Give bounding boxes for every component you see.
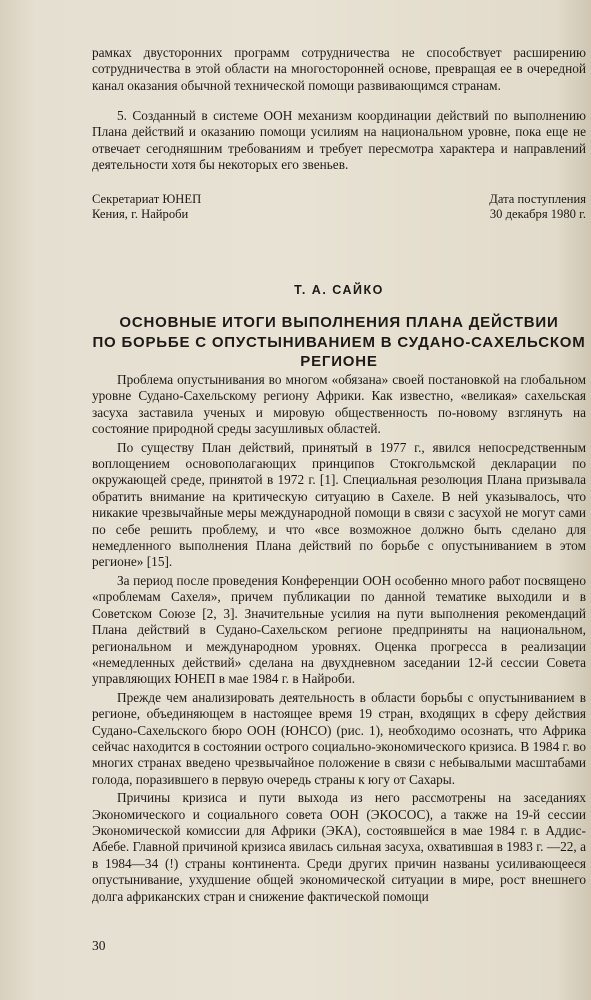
title-line: РЕГИОНЕ [300,353,378,370]
body-paragraph: Проблема опустынивания во многом «обязана» своей постановкой на глобальном уровне Судано-Сахельскому региону Африки. Как известно, «великая» сахельская засуха заставила ученых и мировую общественность по-новому взглянуть на состояние природной среды засушливых областей. [92,372,586,437]
title-line: ПО БОРЬБЕ С ОПУСТЫНИВАНИЕМ В СУДАНО-САХЕЛЬСКОМ [92,333,586,351]
article-title [92,313,586,372]
body-paragraph: Причины кризиса и пути выхода из него рассмотрены на заседаниях Экономического и социального совета ООН (ЭКОСОС), а также на 19-й сессии Экономической комиссии для Африки (ЭКА), состоявшейся в мае 1984 г. в Аддис-Абебе. Главной причиной кризиса явилась сильная засуха, охватившая в 1983 г. —22, а в 1984—34 (!) страны континента. Среди других причин названы усиливающееся опустынивание, ухудшение общей экономической ситуации в мире, рост внешнего долга африканских стран и снижение фактической помощи [92,790,586,904]
title-line: ОСНОВНЫЕ ИТОГИ ВЫПОЛНЕНИЯ ПЛАНА ДЕЙСТВИИ [119,314,559,331]
body-paragraph: За период после проведения Конференции ООН особенно много работ посвящено «проблемам Сахеля», причем публикации по данной тематике выходили и в Советском Союзе [2, 3]. Значительные усилия на пути выполнения рекомендаций Плана действий в Судано-Сахельском регионе предприняты на национальном, региональном и международном уровнях. Оценка прогресса в реализации «немедленных действий» сделана на двухдневном заседании 12-й сессии Совета управляющих ЮНЕП в мае 1984 г. в Найроби. [92,572,586,687]
signature-left: Секретариат ЮНЕП Кения, г. Найроби [92,192,202,221]
body-paragraph: По существу План действий, принятый в 1977 г., явился непосредственным воплощением основополагающих принципов Стокгольмской декларации по окружающей среде, принятой в 1972 г. [1]. Специальная резолюция Плана призывала обратить внимание на критическую ситуацию в Сахеле. В ней указывалось, что никакие чрезвычайные меры международной помощи в связи с засухой не могут сами по себе решить проблему, и что «все возможное должно быть сделано для немедленного выполнения Плана действий по борьбе с опустыниванием в этом регионе» [15]. [92,439,586,570]
top-paragraph-block [92,45,586,94]
point-5-block [92,108,586,174]
body-paragraph: Прежде чем анализировать деятельность в области борьбы с опустыниванием в регионе, объединяющем в настоящее время 19 стран, входящих в сферу действия Судано-Сахельского бюро ООН (ЮНСО) (рис. 1), необходимо осознать, что Африка сейчас находится в состоянии острого социально-экономического кризиса. В 1984 г. во многих странах введено чрезвычайное положение в связи с небывалыми масштабами голода, поразившего в первую очередь страны к югу от Сахары. [92,689,586,787]
top-paragraph: рамках двусторонних программ сотрудничества не способствует расширению сотрудничества в этой области на многосторонней основе, превращая ее в очередной канал оказания обычной технической помощи развивающимся странам. [92,45,586,93]
page-number: 30 [92,938,106,953]
point-5-paragraph: 5. Созданный в системе ООН механизм координации действий по выполнению Плана действий и оказанию помощи усилиям на национальном уровне, пока еще не отвечает сегодняшним требованиям и требует пересмотра характера и направлений деятельности хотя бы некоторых его звеньев. [92,108,586,173]
signature-right: Дата поступления 30 декабря 1980 г. [489,192,586,221]
article-author: Т. А. САЙКО [294,283,384,297]
article-body [92,372,586,907]
